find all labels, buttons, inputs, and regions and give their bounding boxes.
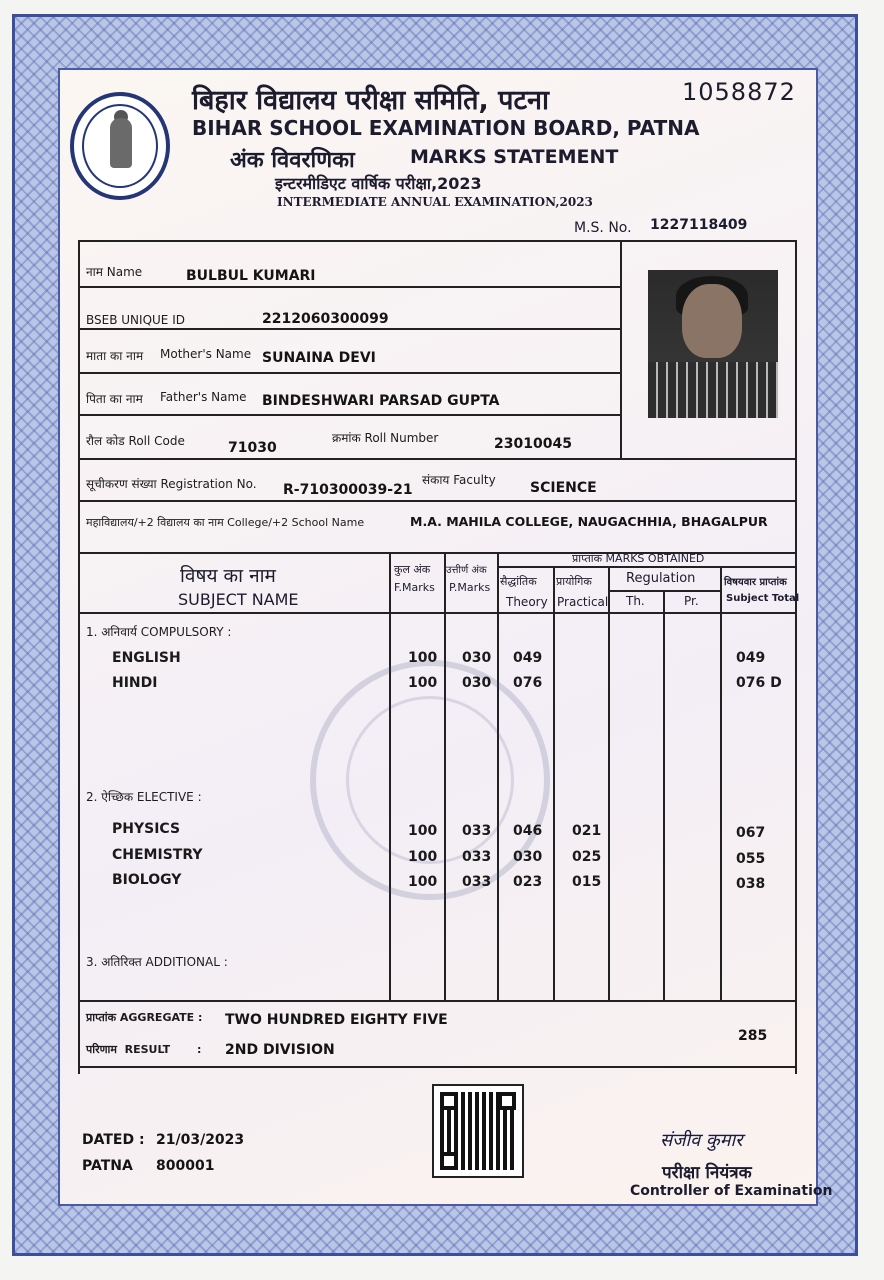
controller-title-english: Controller of Examination	[630, 1183, 833, 1199]
statement-english: MARKS STATEMENT	[410, 146, 619, 168]
faculty: SCIENCE	[530, 480, 597, 496]
practical-header-hindi: प्रायोगिक	[556, 575, 592, 588]
subject-name: BIOLOGY	[112, 872, 182, 888]
name-label: नाम Name	[86, 265, 143, 279]
full-marks: 100	[408, 823, 438, 839]
subject-name: PHYSICS	[112, 821, 181, 837]
pass-marks: 030	[462, 675, 492, 691]
qr-code-icon	[432, 1084, 524, 1178]
result-label: परिणाम RESULT :	[86, 1043, 202, 1056]
theory-marks: 023	[513, 874, 543, 890]
pass-marks: 033	[462, 874, 492, 890]
theory-header-hindi: सैद्धांतिक	[500, 575, 537, 588]
exam-hindi: इन्टरमीडिएट वार्षिक परीक्षा,2023	[275, 174, 482, 193]
college-label: महाविद्यालय/+2 विद्यालय का नाम College/+2 School Name	[86, 516, 365, 529]
regulation-pr-header: Pr.	[684, 594, 699, 608]
subject-name: CHEMISTRY	[112, 847, 203, 863]
result-value: 2ND DIVISION	[225, 1042, 335, 1058]
roll-number-label: क्रमांक Roll Number	[332, 431, 439, 445]
fmarks-header-hindi: कुल अंक	[394, 563, 431, 576]
controller-title-hindi: परीक्षा नियंत्रक	[662, 1163, 752, 1183]
aggregate-label: प्राप्तांक AGGREGATE :	[86, 1011, 203, 1024]
pmarks-header-hindi: उत्तीर्ण अंक	[446, 565, 487, 576]
roll-code-label: रौल कोड Roll Code	[86, 434, 185, 448]
pass-marks: 033	[462, 823, 492, 839]
practical-marks: 025	[572, 849, 602, 865]
subject-total: 049	[736, 650, 766, 666]
faculty-label: संकाय Faculty	[422, 473, 496, 487]
subject-total-header-hindi: विषयवार प्राप्तांक	[724, 577, 787, 588]
college-name: M.A. MAHILA COLLEGE, NAUGACHHIA, BHAGALPUR	[410, 514, 768, 529]
mother-label-hindi: माता का नाम	[86, 349, 144, 363]
roll-number: 23010045	[494, 436, 572, 452]
pmarks-header-english: P.Marks	[449, 581, 491, 594]
issue-date: 21/03/2023	[156, 1132, 245, 1148]
student-photo	[648, 270, 778, 418]
full-marks: 100	[408, 650, 438, 666]
subject-total-header-english: Subject Total	[726, 593, 800, 604]
practical-marks: 021	[572, 823, 602, 839]
mother-name: SUNAINA DEVI	[262, 350, 376, 366]
issue-place: PATNA	[82, 1158, 133, 1174]
subject-name: HINDI	[112, 675, 158, 691]
board-seal-icon	[70, 92, 170, 200]
subject-total: 038	[736, 876, 766, 892]
dated-label: DATED :	[82, 1132, 145, 1148]
theory-marks: 046	[513, 823, 543, 839]
statement-hindi: अंक विवरणिका	[230, 148, 355, 173]
roll-code: 71030	[228, 440, 277, 456]
theory-marks: 030	[513, 849, 543, 865]
serial-number: 1058872	[682, 78, 796, 106]
theory-header-english: Theory	[506, 595, 548, 609]
full-marks: 100	[408, 675, 438, 691]
regulation-th-header: Th.	[626, 594, 645, 608]
practical-marks: 015	[572, 874, 602, 890]
aggregate-total: 285	[738, 1028, 768, 1044]
theory-marks: 076	[513, 675, 543, 691]
full-marks: 100	[408, 874, 438, 890]
controller-signature: संजीव कुमार	[660, 1130, 743, 1151]
exam-english: INTERMEDIATE ANNUAL EXAMINATION,2023	[277, 195, 593, 209]
registration-label: सूचीकरण संख्या Registration No.	[86, 477, 257, 491]
father-label-hindi: पिता का नाम	[86, 392, 143, 406]
marks-obtained-header: प्राप्तांक MARKS OBTAINED	[572, 552, 705, 565]
unique-id-label: BSEB UNIQUE ID	[86, 313, 185, 327]
aggregate-words: TWO HUNDRED EIGHTY FIVE	[225, 1012, 448, 1028]
mother-label-english: Mother's Name	[160, 347, 252, 361]
practical-header-english: Practical	[557, 595, 609, 609]
ms-number: 1227118409	[650, 217, 748, 233]
compulsory-section-label: 1. अनिवार्य COMPULSORY :	[86, 625, 232, 639]
subject-name: ENGLISH	[112, 650, 181, 666]
issue-pin: 800001	[156, 1158, 215, 1174]
student-name: BULBUL KUMARI	[186, 268, 316, 284]
title-english: BIHAR SCHOOL EXAMINATION BOARD, PATNA	[192, 116, 700, 140]
subject-header-hindi: विषय का नाम	[180, 565, 276, 587]
unique-id: 2212060300099	[262, 311, 389, 327]
registration-number: R-710300039-21	[283, 482, 413, 498]
pass-marks: 033	[462, 849, 492, 865]
subject-total: 067	[736, 825, 766, 841]
theory-marks: 049	[513, 650, 543, 666]
subject-total: 055	[736, 851, 766, 867]
additional-section-label: 3. अतिरिक्त ADDITIONAL :	[86, 955, 228, 969]
fmarks-header-english: F.Marks	[394, 581, 435, 594]
regulation-header: Regulation	[626, 571, 696, 586]
full-marks: 100	[408, 849, 438, 865]
title-hindi: बिहार विद्यालय परीक्षा समिति, पटना	[192, 85, 550, 116]
father-name: BINDESHWARI PARSAD GUPTA	[262, 393, 500, 409]
subject-total: 076 D	[736, 675, 782, 691]
pass-marks: 030	[462, 650, 492, 666]
subject-header-english: SUBJECT NAME	[178, 590, 299, 609]
ms-label: M.S. No.	[574, 220, 632, 236]
father-label-english: Father's Name	[160, 390, 247, 404]
elective-section-label: 2. ऐच्छिक ELECTIVE :	[86, 790, 202, 804]
